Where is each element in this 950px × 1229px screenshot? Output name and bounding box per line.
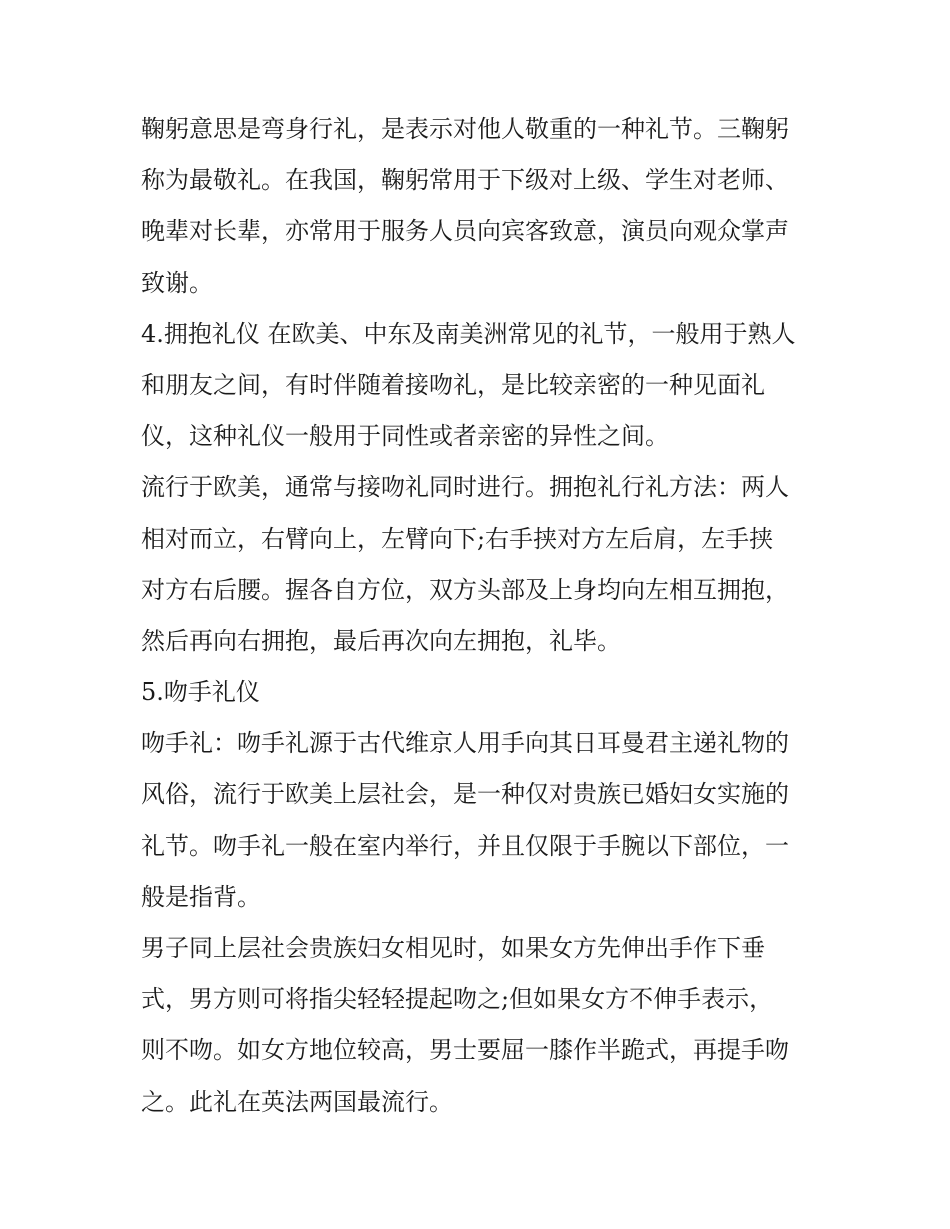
paragraph-line: 和朋友之间，有时伴随着接吻礼，是比较亲密的一种见面礼 bbox=[141, 370, 765, 399]
paragraph-line: 礼节。吻手礼一般在室内举行，并且仅限于手腕以下部位，一 bbox=[141, 831, 789, 860]
paragraph-line: 致谢。 bbox=[141, 268, 213, 297]
paragraph-line: 对方右后腰。握各自方位，双方头部及上身均向左相互拥抱， bbox=[141, 575, 789, 604]
paragraph-line: 鞠躬意思是弯身行礼，是表示对他人敬重的一种礼节。三鞠躬 bbox=[141, 115, 789, 143]
paragraph-line: 仪，这种礼仪一般用于同性或者亲密的异性之间。 bbox=[141, 422, 669, 451]
document-body bbox=[141, 104, 821, 1128]
section-heading: 5.吻手礼仪 bbox=[141, 678, 260, 707]
paragraph-line: 相对而立，右臂向上，左臂向下;右手挟对方左后肩，左手挟 bbox=[141, 524, 774, 553]
paragraph-line: 则不吻。如女方地位较高，男士要屈一膝作半跪式，再提手吻 bbox=[141, 1036, 789, 1065]
paragraph-line: 男子同上层社会贵族妇女相见时，如果女方先伸出手作下垂 bbox=[141, 934, 765, 962]
paragraph-line: 晚辈对长辈，亦常用于服务人员向宾客致意，演员向观众掌声 bbox=[141, 217, 789, 246]
paragraph-line: 风俗，流行于欧美上层社会，是一种仅对贵族已婚妇女实施的 bbox=[141, 780, 789, 809]
paragraph-line: 称为最敬礼。在我国，鞠躬常用于下级对上级、学生对老师、 bbox=[141, 166, 789, 195]
paragraph-line: 般是指背。 bbox=[141, 882, 261, 911]
paragraph-line: 流行于欧美，通常与接吻礼同时进行。拥抱礼行礼方法：两人 bbox=[141, 473, 789, 502]
paragraph-line: 之。此礼在英法两国最流行。 bbox=[141, 1087, 453, 1116]
paragraph-line: 然后再向右拥抱，最后再次向左拥抱，礼毕。 bbox=[141, 626, 621, 655]
section-heading-line: 4.拥抱礼仪 在欧美、中东及南美洲常见的礼节，一般用于熟人 bbox=[141, 319, 796, 348]
paragraph-line: 式，男方则可将指尖轻轻提起吻之;但如果女方不伸手表示， bbox=[141, 985, 774, 1014]
paragraph-line: 吻手礼：吻手礼源于古代维京人用手向其日耳曼君主递礼物的 bbox=[141, 729, 789, 758]
